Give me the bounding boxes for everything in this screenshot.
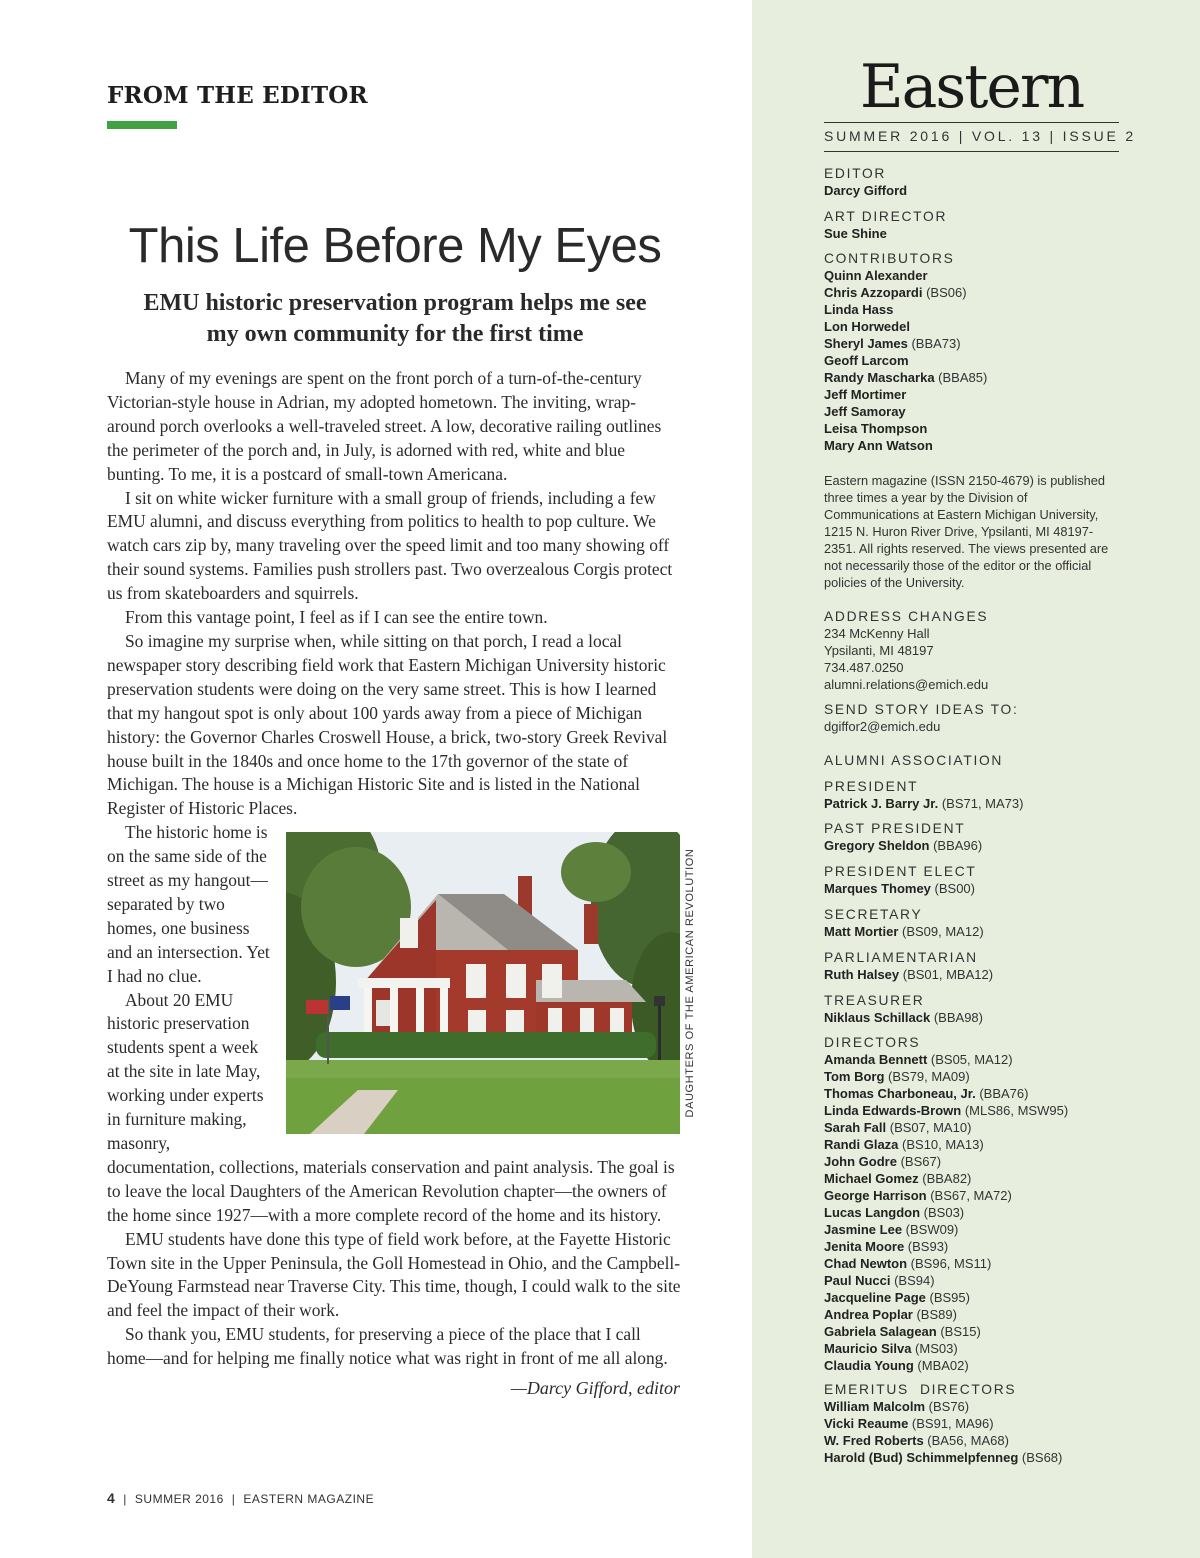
emeritus-name: W. Fred Roberts (BA56, MA68) — [824, 1433, 1009, 1448]
body-paragraph: So imagine my surprise when, while sitting on that porch, I read a local newspaper story describing field work that Eastern Michigan University historic preservation students were doing on the very same street. This is how I learned that my hangout spot is only about 100 yards away from a piece of Michigan history: the Governor Charles Croswell House, a brick, two-story Greek Revival house built in the 1840s and once home to the 17th governor of the state of Michigan. The house is a Michigan Historic Site and is listed in the National Register of Historic Places. — [107, 630, 668, 819]
officer-role: TREASURER — [824, 993, 925, 1008]
officer-name: Marques Thomey (BS00) — [824, 881, 975, 896]
accent-rule — [107, 121, 177, 129]
masthead-rule-bottom — [824, 151, 1119, 152]
contributor-name: Linda Hass — [824, 302, 894, 317]
story-ideas-label: SEND STORY IDEAS TO: — [824, 702, 1019, 717]
director-name: Paul Nucci (BS94) — [824, 1273, 935, 1288]
address-label: ADDRESS CHANGES — [824, 609, 989, 624]
officer-name: Patrick J. Barry Jr. (BS71, MA73) — [824, 796, 1024, 811]
director-name: Chad Newton (BS96, MS11) — [824, 1256, 992, 1271]
editor-label: EDITOR — [824, 166, 887, 181]
alumni-association-heading — [824, 752, 1124, 769]
director-name: Thomas Charboneau, Jr. (BBA76) — [824, 1086, 1029, 1101]
officer-role: PAST PRESIDENT — [824, 821, 966, 836]
publication-note: Eastern magazine (ISSN 2150-4679) is published three times a year by the Division of Communications at Eastern Michigan University, 1215 N. Huron River Drive, Ypsilanti, MI 48197-2351. All rights reserved. The views presented are not necessarily those of the editor or the official policies of the University. — [824, 473, 1109, 590]
contributors-label: CONTRIBUTORS — [824, 251, 955, 266]
body-paragraph: EMU students have done this type of field work before, at the Fayette Historic Town site in the Upper Peninsula, the Goll Homestead in Ohio, and the Campbell-DeYoung Farmstead near Traverse City. This time, though, I could walk to the site and feel the impact of their work. — [107, 1228, 681, 1321]
officer-secretary — [824, 906, 1124, 940]
directors-label: DIRECTORS — [824, 1035, 921, 1050]
signature: —Darcy Gifford, editor — [510, 1378, 680, 1398]
headline: This Life Before My Eyes — [128, 219, 662, 273]
contributor-name: Chris Azzopardi (BS06) — [824, 285, 967, 300]
masthead-logo: Eastern — [859, 52, 1084, 122]
contributor-name: Lon Horwedel — [824, 319, 910, 334]
director-name: Lucas Langdon (BS03) — [824, 1205, 965, 1220]
officer-role: SECRETARY — [824, 907, 923, 922]
emeritus-name: Harold (Bud) Schimmelpfenneg (BS68) — [824, 1450, 1063, 1465]
body-paragraph: The historic home is on the same side of the street as my hangout—separated by two homes, one business and an intersection. Yet I had no clue. — [107, 822, 270, 986]
art-director-block — [824, 208, 1124, 242]
directors-block — [824, 1034, 1124, 1374]
art-director-label: ART DIRECTOR — [824, 209, 948, 224]
footer-publication: EASTERN MAGAZINE — [243, 1492, 375, 1506]
contributors-block — [824, 250, 1124, 454]
director-name: Andrea Poplar (BS89) — [824, 1307, 957, 1322]
editor-name: Darcy Gifford — [824, 183, 908, 198]
emeritus-name: Vicki Reaume (BS91, MA96) — [824, 1416, 994, 1431]
officer-president-elect — [824, 863, 1124, 897]
page-number: 4 — [107, 1490, 116, 1506]
body-paragraph: I sit on white wicker furniture with a small group of friends, including a few EMU alumni, and discuss everything from politics to health to pop culture. We watch cars zip by, many traveling over the speed limit and too many showing off their sound systems. Families push strollers past. Two overzealous Corgis protect us from skateboarders and squirrels. — [107, 487, 673, 604]
officer-name: Matt Mortier (BS09, MA12) — [824, 924, 984, 939]
director-name: Mauricio Silva (MS03) — [824, 1341, 958, 1356]
body-paragraph: From this vantage point, I feel as if I can see the entire town. — [125, 607, 548, 628]
director-name: John Godre (BS67) — [824, 1154, 942, 1169]
emeritus-name: William Malcolm (BS76) — [824, 1399, 970, 1414]
footer-issue: SUMMER 2016 — [134, 1492, 224, 1506]
contributor-name: Sheryl James (BBA73) — [824, 336, 961, 351]
director-name: Linda Edwards-Brown (MLS86, MSW95) — [824, 1103, 1069, 1118]
story-ideas-block — [824, 701, 1124, 735]
contributor-name: Leisa Thompson — [824, 421, 928, 436]
director-name: Tom Borg (BS79, MA09) — [824, 1069, 970, 1084]
director-name: Michael Gomez (BBA82) — [824, 1171, 972, 1186]
address-line: Ypsilanti, MI 48197 — [824, 643, 934, 658]
address-line: 234 McKenny Hall — [824, 626, 930, 641]
body-paragraph: So thank you, EMU students, for preserving a piece of the place that I call home—and for helping me finally notice what was right in front of me all along. — [107, 1324, 668, 1369]
emeritus-block — [824, 1381, 1124, 1466]
body-paragraph: About 20 EMU historic preservation students spent a week at the site in late May, working under experts in furniture making, masonry, documentation, collections, materials conservation and paint analysis. The goal is to leave the local Daughters of the American Revolution chapter—the owners of the home since 1927—with a more complete record of the home and its history. — [107, 989, 675, 1225]
contributor-name: Jeff Mortimer — [824, 387, 907, 402]
officer-parliamentarian — [824, 949, 1124, 983]
director-name: Jasmine Lee (BSW09) — [824, 1222, 959, 1237]
contributor-name: Mary Ann Watson — [824, 438, 933, 453]
alumni-association-label: ALUMNI ASSOCIATION — [824, 753, 1004, 768]
officer-treasurer — [824, 992, 1124, 1026]
footer-divider: | — [231, 1492, 236, 1506]
officer-role: PARLIAMENTARIAN — [824, 950, 978, 965]
director-name: George Harrison (BS67, MA72) — [824, 1188, 1012, 1203]
director-name: Amanda Bennett (BS05, MA12) — [824, 1052, 1013, 1067]
director-name: Jacqueline Page (BS95) — [824, 1290, 970, 1305]
page-footer — [107, 1490, 374, 1506]
director-name: Randi Glaza (BS10, MA13) — [824, 1137, 984, 1152]
contributor-name: Jeff Samoray — [824, 404, 906, 419]
officer-president — [824, 778, 1124, 812]
body-paragraph: Many of my evenings are spent on the front porch of a turn-of-the-century Victorian-style house in Adrian, my adopted hometown. The inviting, wrap-around porch overlooks a well-traveled street. A low, decorative railing outlines the perimeter of the porch and, in July, is adorned with red, white and blue bunting. To me, it is a postcard of small-town Americana. — [107, 368, 662, 484]
contributor-name: Randy Mascharka (BBA85) — [824, 370, 988, 385]
issue-line: SUMMER 2016 | VOL. 13 | ISSUE 2 — [824, 128, 1136, 144]
officer-past-president — [824, 820, 1124, 854]
editor-block — [824, 165, 1124, 199]
footer-divider: | — [123, 1492, 127, 1506]
dek-line: my own community for the first time — [206, 321, 584, 347]
officer-name: Gregory Sheldon (BBA96) — [824, 838, 983, 853]
officer-name: Ruth Halsey (BS01, MBA12) — [824, 967, 994, 982]
officer-role: PRESIDENT — [824, 779, 919, 794]
contributor-name: Geoff Larcom — [824, 353, 909, 368]
director-name: Jenita Moore (BS93) — [824, 1239, 949, 1254]
officer-role: PRESIDENT ELECT — [824, 864, 977, 879]
section-label: FROM THE EDITOR — [107, 82, 368, 109]
publication-note-block — [824, 472, 1122, 591]
photo-credit: DAUGHTERS OF THE AMERICAN REVOLUTION — [684, 848, 696, 1118]
dek — [100, 288, 690, 350]
phone-number: 734.487.0250 — [824, 660, 904, 675]
editor-email-link[interactable]: dgiffor2@emich.edu — [824, 719, 941, 734]
director-name: Sarah Fall (BS07, MA10) — [824, 1120, 972, 1135]
director-name: Claudia Young (MBA02) — [824, 1358, 969, 1373]
alumni-email-link[interactable]: alumni.relations@emich.edu — [824, 677, 989, 692]
masthead-rule-top — [824, 122, 1119, 123]
director-name: Gabriela Salagean (BS15) — [824, 1324, 981, 1339]
address-block — [824, 608, 1124, 693]
art-director-name: Sue Shine — [824, 226, 887, 241]
contributor-name: Quinn Alexander — [824, 268, 928, 283]
dek-line: EMU historic preservation program helps me see — [143, 290, 647, 316]
house-photo — [286, 832, 680, 1134]
emeritus-label: EMERITUS DIRECTORS — [824, 1382, 1017, 1397]
officer-name: Niklaus Schillack (BBA98) — [824, 1010, 983, 1025]
